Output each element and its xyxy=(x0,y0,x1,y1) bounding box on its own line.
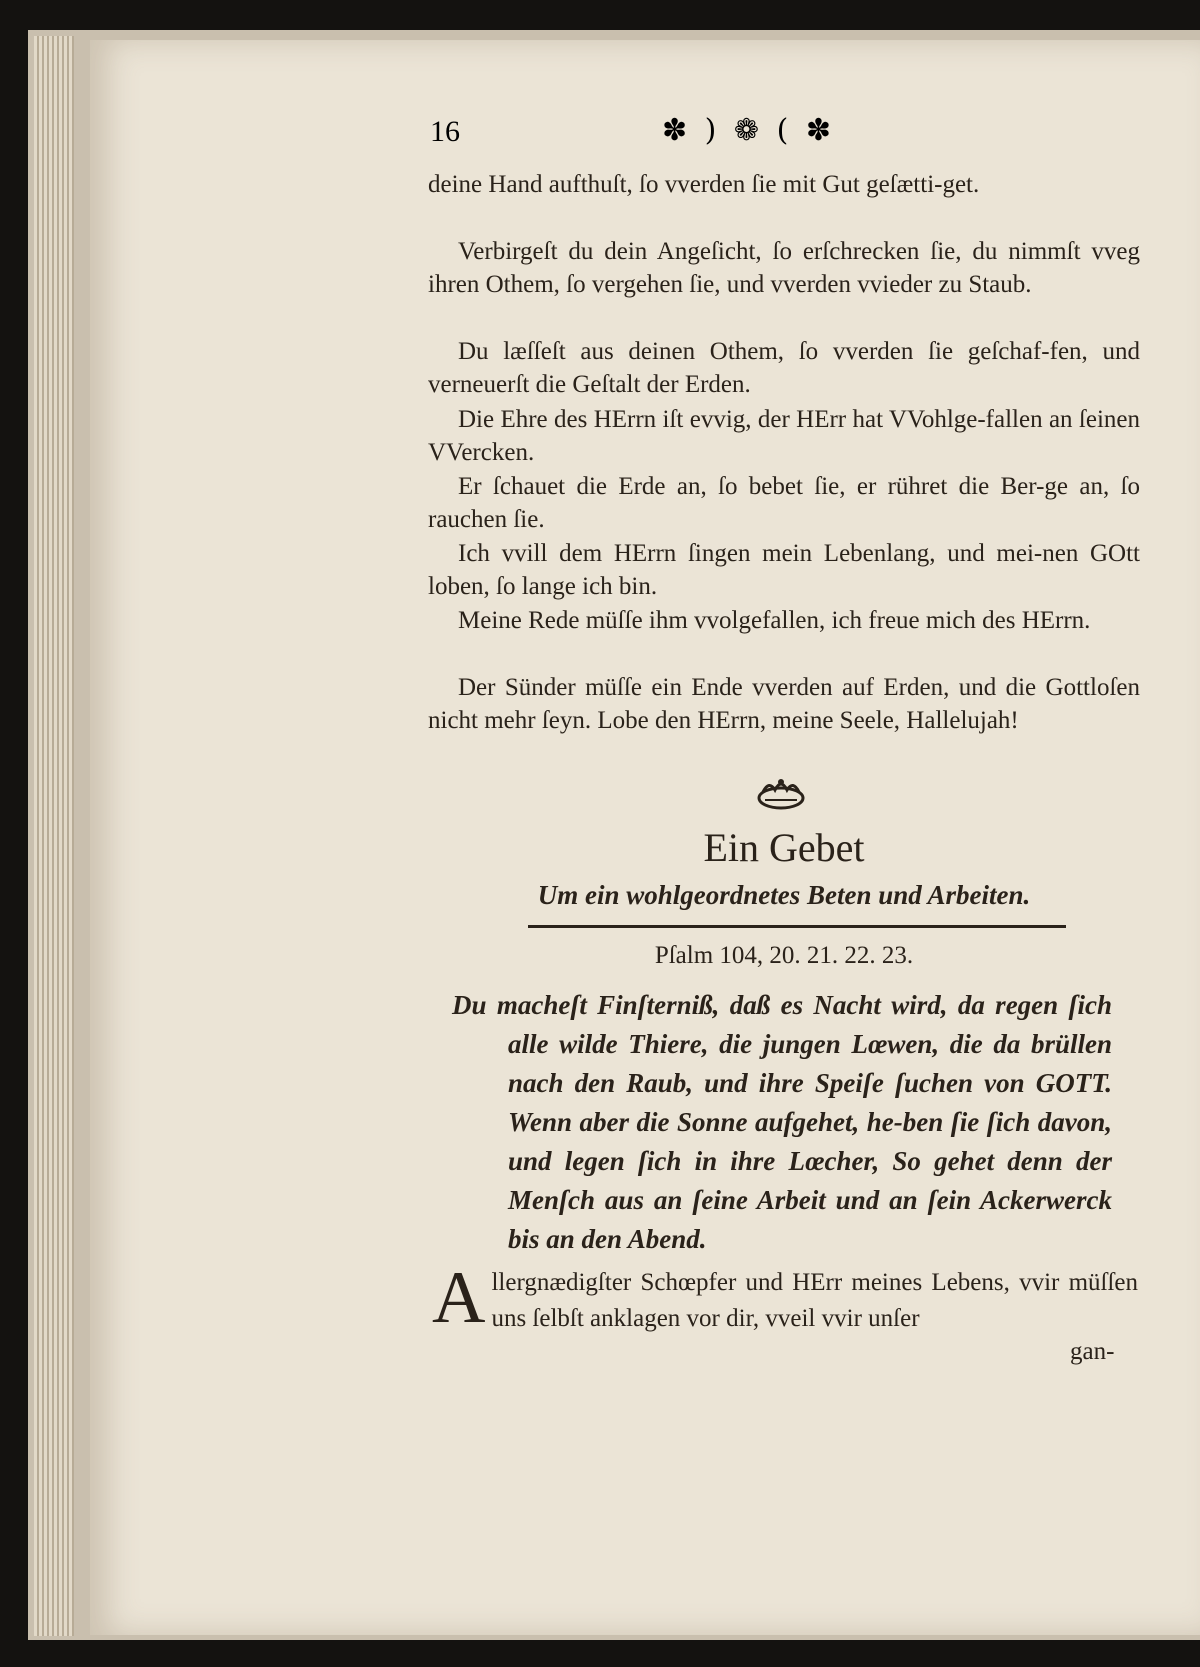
prayer-body xyxy=(432,1257,1138,1339)
catchword: gan- xyxy=(1070,1338,1115,1365)
verse-paragraph: Du læſſeſt aus deinen Othem, ſo vverden ſie geſchaf-fen, und verneuerſt die Geſtalt der Erden. xyxy=(428,338,1140,398)
verse-paragraph: Ich vvill dem HErrn ſingen mein Lebenlang, und mei-nen GOtt loben, ſo lange ich bin. xyxy=(428,540,1140,600)
page-number: 16 xyxy=(430,115,460,148)
page-header xyxy=(430,115,930,155)
title-rule xyxy=(528,925,1066,928)
page-edges xyxy=(34,36,74,1636)
psalm-reference: Pſalm 104, 20. 21. 22. 23. xyxy=(654,942,914,969)
verse-paragraph: Die Ehre des HErrn iſt evvig, der HErr hat VVohlge-fallen an ſeinen VVercken. xyxy=(428,406,1140,466)
verse-paragraph: Der Sünder müſſe ein Ende vverden auf Erden, und die Gottloſen nicht mehr ſeyn. Lobe den HErrn, meine Seele, Hallelujah! xyxy=(428,674,1140,734)
psalm-quote: Du macheſt Finſterniß, daß es Nacht wird, da regen ſich alle wilde Thiere, die jungen Lœwen, die da brüllen nach den Raub, und ihre Speiſe ſuchen von GOTT. Wenn aber die Sonne aufgehet, he-ben ſie ſich davon, und legen ſich in ihre Lœcher, So gehet denn der Menſch aus an ſeine Arbeit und an ſein Ackerwerck bis an den Abend. xyxy=(452,990,1112,1254)
verse-paragraph: Meine Rede müſſe ihm vvolgefallen, ich freue mich des HErrn. xyxy=(458,607,1091,634)
verse-paragraph: Er ſchauet die Erde an, ſo bebet ſie, er rühret die Ber-ge an, ſo rauchen ſie. xyxy=(428,473,1140,533)
prayer-subtitle: Um ein wohlgeordnetes Beten und Arbeiten. xyxy=(537,880,1031,910)
prayer-title: Ein Gebet xyxy=(703,825,865,870)
prayer-body-text: llergnædigſter Schœpfer und HErr meines Lebens, vvir müſſen uns ſelbſt anklagen vor dir, vveil vvir unſer xyxy=(491,1269,1138,1332)
drop-cap: A xyxy=(432,1257,486,1339)
header-ornament: ✽ ) ❁ ( ✽ xyxy=(662,113,835,148)
verse-paragraph: Verbirgeſt du dein Angeſicht, ſo erſchrecken ſie, du nimmſt vveg ihren Othem, ſo vergehen ſie, und vverden vvieder zu Staub. xyxy=(428,238,1140,298)
crown-ornament-icon xyxy=(755,776,807,812)
verse-paragraph: deine Hand aufthuſt, ſo vverden ſie mit Gut geſætti-get. xyxy=(428,171,980,198)
